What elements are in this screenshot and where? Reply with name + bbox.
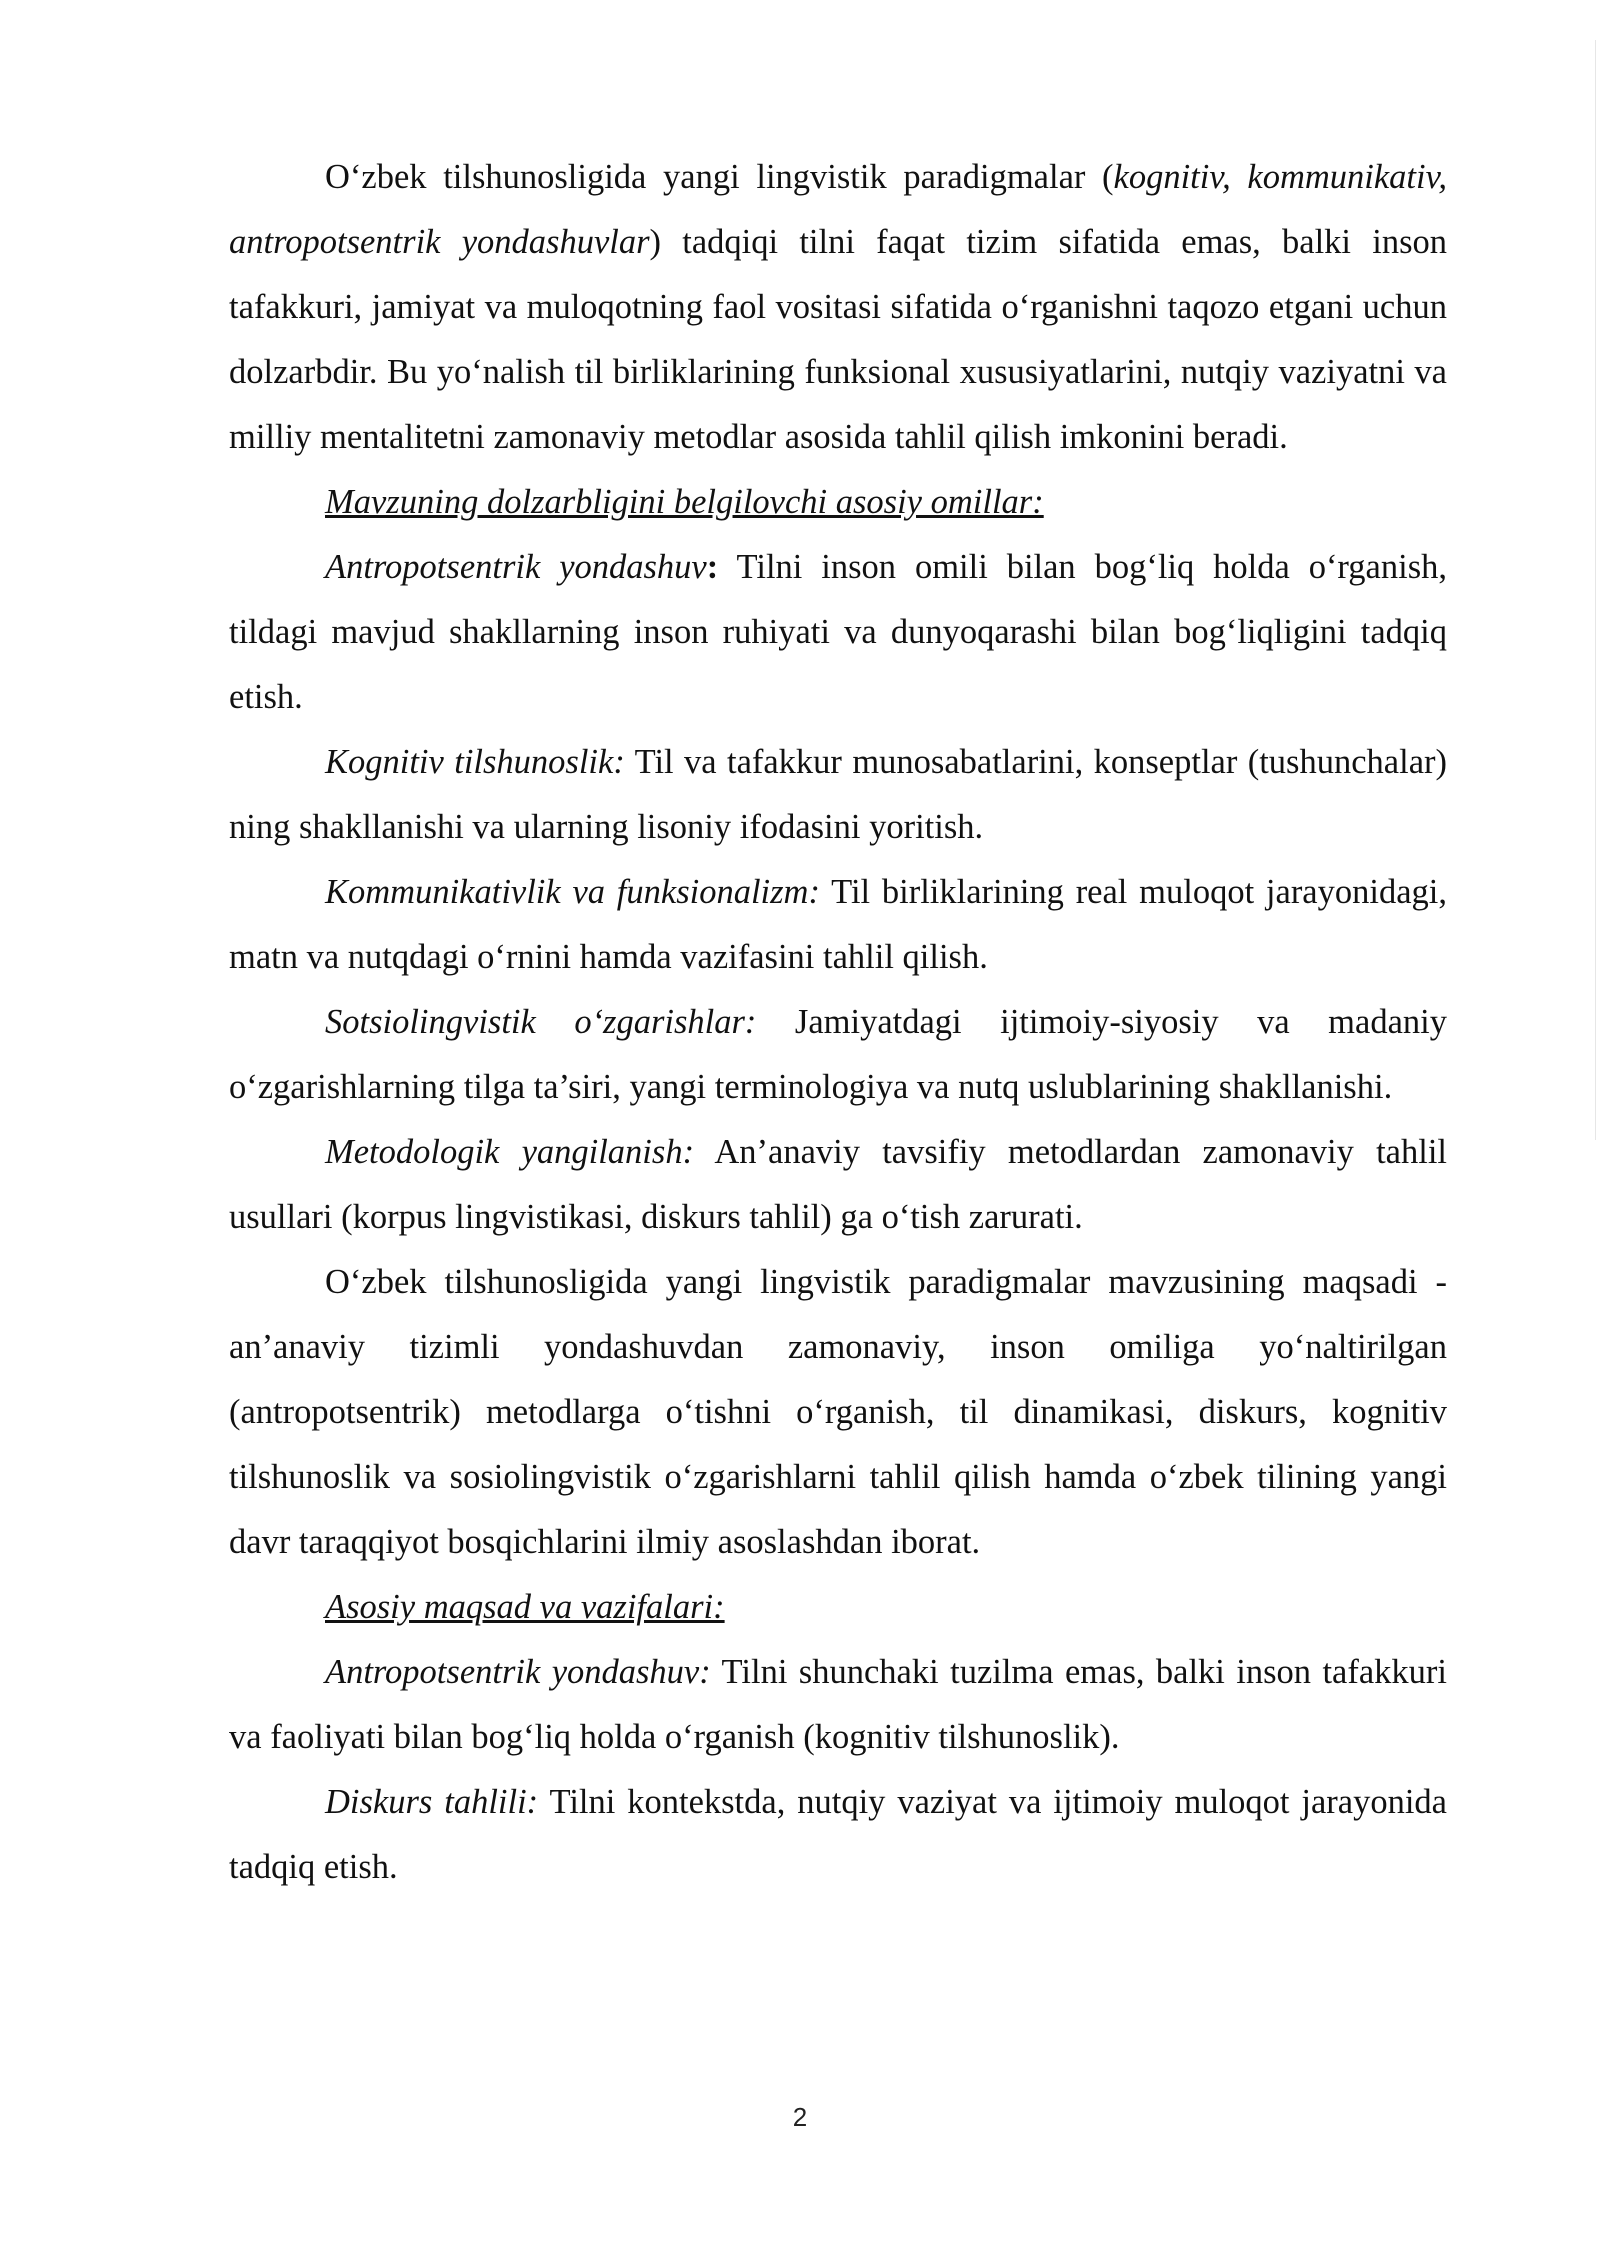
intro-lead: O‘zbek tilshunosligida yangi lingvistik paradigmalar (: [325, 158, 1114, 196]
factor-text: Til va tafakkur munosabatlarini, konseptlar (tushunchalar) ning shakllanishi va ularning lisoniy ifodasini yoritish.: [229, 743, 1447, 846]
goal-paragraph: O‘zbek tilshunosligida yangi lingvistik paradigmalar mavzusining maqsadi - an’anaviy tizimli yondashuvdan zamonaviy, inson omiliga yo‘naltirilgan (antropotsentrik) metodlarga o‘tishni o‘rganish, til dinamikasi, diskurs, kognitiv tilshunoslik va sosiolingvistik o‘zgarishlarni tahlil qilish hamda o‘zbek tilining yangi davr taraqqiyot bosqichlarini ilmiy asoslashdan iborat.: [229, 1263, 1447, 1561]
intro-rest: ) tadqiqi tilni faqat tizim sifatida emas, balki inson tafakkuri, jamiyat va muloqotning faol vositasi sifatida o‘rganishni taqozo etgani uchun dolzarbdir. Bu yo‘nalish til birliklarining funksional xususiyatlarini, nutqiy vaziyatni va milliy mentalitetni zamonaviy metodlar asosida tahlil qilish imkonini beradi.: [229, 223, 1448, 456]
goal-term: Antropotsentrik yondashuv:: [325, 1653, 711, 1691]
intro-italic-terms: kognitiv, kommunikativ, antropotsentrik yondashuvlar: [229, 158, 1447, 261]
page-edge-line: [1595, 40, 1596, 1140]
factor-term: Kommunikativlik va funksionalizm:: [325, 873, 820, 911]
goal-term: Diskurs tahlili:: [325, 1783, 539, 1821]
factors-heading: Mavzuning dolzarbligini belgilovchi asosiy omillar:: [325, 483, 1044, 521]
factor-item: [229, 730, 1447, 860]
factor-text: Tilni inson omili bilan bog‘liq holda o‘rganish, tildagi mavjud shakllarning inson ruhiyati va dunyoqarashi bilan bog‘liqligini tadqiq etish.: [229, 548, 1447, 716]
factor-term: Kognitiv tilshunoslik:: [325, 743, 625, 781]
factor-colon: :: [706, 548, 719, 586]
document-body: [229, 145, 1447, 1900]
goal-item: [229, 1770, 1447, 1900]
factor-term: Antropotsentrik yondashuv: [325, 548, 707, 586]
factor-item: [229, 535, 1447, 730]
goal-item: [229, 1640, 1447, 1770]
factor-text: Til birliklarining real muloqot jarayonidagi, matn va nutqdagi o‘rnini hamda vazifasini tahlil qilish.: [229, 873, 1447, 976]
goals-heading: Asosiy maqsad va vazifalari:: [325, 1588, 725, 1626]
factor-text: An’anaviy tavsifiy metodlardan zamonaviy tahlil usullari (korpus lingvistikasi, diskurs tahlil) ga o‘tish zarurati.: [229, 1133, 1447, 1236]
goal-text: Tilni kontekstda, nutqiy vaziyat va ijtimoiy muloqot jarayonida tadqiq etish.: [229, 1783, 1447, 1886]
factor-term: Sotsiolingvistik o‘zgarishlar:: [325, 1003, 757, 1041]
factor-text: Jamiyatdagi ijtimoiy-siyosiy va madaniy o‘zgarishlarning tilga ta’siri, yangi terminologiya va nutq uslublarining shakllanishi.: [229, 1003, 1447, 1106]
intro-paragraph: [229, 145, 1447, 470]
page-number: 2: [792, 2102, 808, 2132]
goal-text: Tilni shunchaki tuzilma emas, balki inson tafakkuri va faoliyati bilan bog‘liq holda o‘rganish (kognitiv tilshunoslik).: [229, 1653, 1447, 1756]
factor-term: Metodologik yangilanish:: [325, 1133, 695, 1171]
factor-item: [229, 990, 1447, 1120]
factor-item: [229, 860, 1447, 990]
factor-item: [229, 1120, 1447, 1250]
